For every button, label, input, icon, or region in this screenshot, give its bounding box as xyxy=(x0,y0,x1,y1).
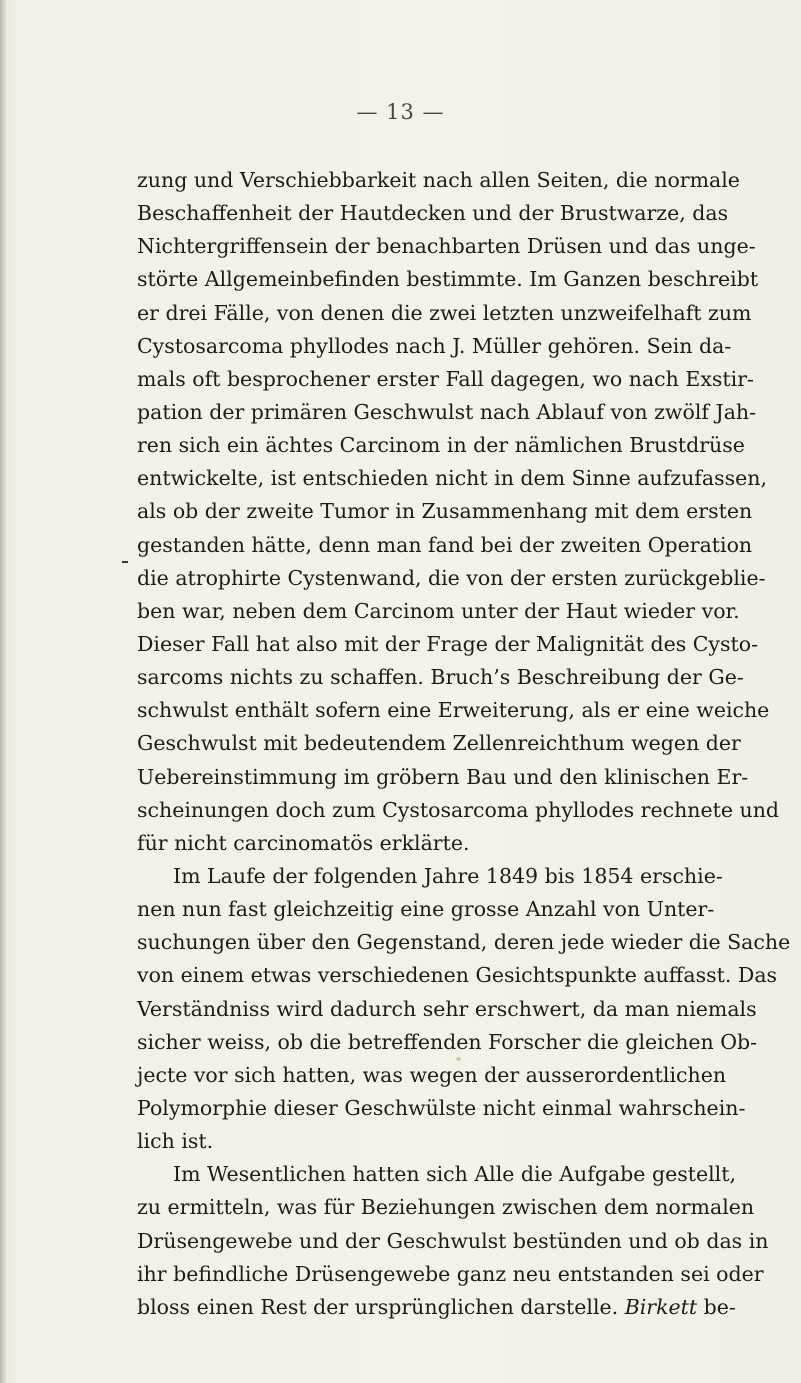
text-line: ben war, neben dem Carcinom unter der Haut wieder vor. xyxy=(137,598,740,623)
page-number-header: — 13 — xyxy=(356,100,445,124)
text-line: Beschaffenheit der Hautdecken und der Brustwarze, das xyxy=(137,201,729,226)
text-line: ihr befindliche Drüsengewebe ganz neu entstanden sei oder xyxy=(137,1261,764,1286)
text-line: Uebereinstimmung im gröbern Bau und den klinischen Er- xyxy=(137,764,749,789)
text-line: von einem etwas verschiedenen Gesichtspunkte auffasst. Das xyxy=(137,963,778,988)
text-line: lich ist. xyxy=(137,1129,214,1154)
text-line: störte Allgemeinbefinden bestimmte. Im Ganzen beschreibt xyxy=(137,267,759,292)
text-line: Dieser Fall hat also mit der Frage der Malignität des Cysto- xyxy=(137,631,759,656)
text-line: scheinungen doch zum Cystosarcoma phyllodes rechnete und xyxy=(137,797,780,822)
text-line: nen nun fast gleichzeitig eine grosse Anzahl von Unter- xyxy=(137,897,715,922)
margin-mark xyxy=(122,561,128,563)
text-line: Drüsengewebe und der Geschwulst bestünden und ob das in xyxy=(137,1228,769,1253)
text-line: die atrophirte Cystenwand, die von der ersten zurückgeblie- xyxy=(137,565,766,590)
text-line: sicher weiss, ob die betreffenden Forscher die gleichen Ob- xyxy=(137,1029,758,1054)
text-line: er drei Fälle, von denen die zwei letzten unzweifelhaft zum xyxy=(137,300,752,325)
text-line: Nichtergriffensein der benachbarten Drüsen und das unge- xyxy=(137,234,756,259)
paper-speck xyxy=(456,1057,461,1061)
text-line: Geschwulst mit bedeutendem Zellenreichthum wegen der xyxy=(137,731,741,756)
text-line: Polymorphie dieser Geschwülste nicht einmal wahrschein- xyxy=(137,1095,746,1120)
text-line: für nicht carcinomatös erklärte. xyxy=(137,830,470,855)
text-line: zu ermitteln, was für Beziehungen zwischen dem normalen xyxy=(137,1195,755,1220)
text-fragment-tail: be- xyxy=(697,1294,736,1319)
text-line: suchungen über den Gegenstand, deren jede wieder die Sache xyxy=(137,930,791,955)
text-line: schwulst enthält sofern eine Erweiterung, als er eine weiche xyxy=(137,698,770,723)
author-name-italic: Birkett xyxy=(624,1294,698,1319)
text-line: als ob der zweite Tumor in Zusammenhang mit dem ersten xyxy=(137,499,753,524)
text-line: pation der primären Geschwulst nach Ablauf von zwölf Jah- xyxy=(137,399,757,424)
text-line: ren sich ein ächtes Carcinom in der nämlichen Brustdrüse xyxy=(137,433,745,458)
text-line: Cystosarcoma phyllodes nach J. Müller gehören. Sein da- xyxy=(137,333,732,358)
body-text xyxy=(137,164,791,1324)
page-binding-edge xyxy=(0,0,6,1383)
text-line-final xyxy=(137,1291,736,1324)
text-line: sarcoms nichts zu schaffen. Bruch’s Beschreibung der Ge- xyxy=(137,665,744,690)
text-line: Im Wesentlichen hatten sich Alle die Aufgabe gestellt, xyxy=(173,1162,736,1187)
text-line: zung und Verschiebbarkeit nach allen Seiten, die normale xyxy=(137,168,740,192)
text-fragment: bloss einen Rest der ursprünglichen darstelle. xyxy=(137,1294,619,1319)
text-line: jecte vor sich hatten, was wegen der ausserordentlichen xyxy=(137,1062,727,1087)
text-line: gestanden hätte, denn man fand bei der zweiten Operation xyxy=(137,532,753,557)
text-line: Im Laufe der folgenden Jahre 1849 bis 1854 erschie- xyxy=(173,863,723,888)
text-line: Verständniss wird dadurch sehr erschwert, da man niemals xyxy=(137,996,757,1021)
text-line: entwickelte, ist entschieden nicht in dem Sinne aufzufassen, xyxy=(137,466,767,491)
text-line: mals oft besprochener erster Fall dagegen, wo nach Exstir- xyxy=(137,366,754,391)
